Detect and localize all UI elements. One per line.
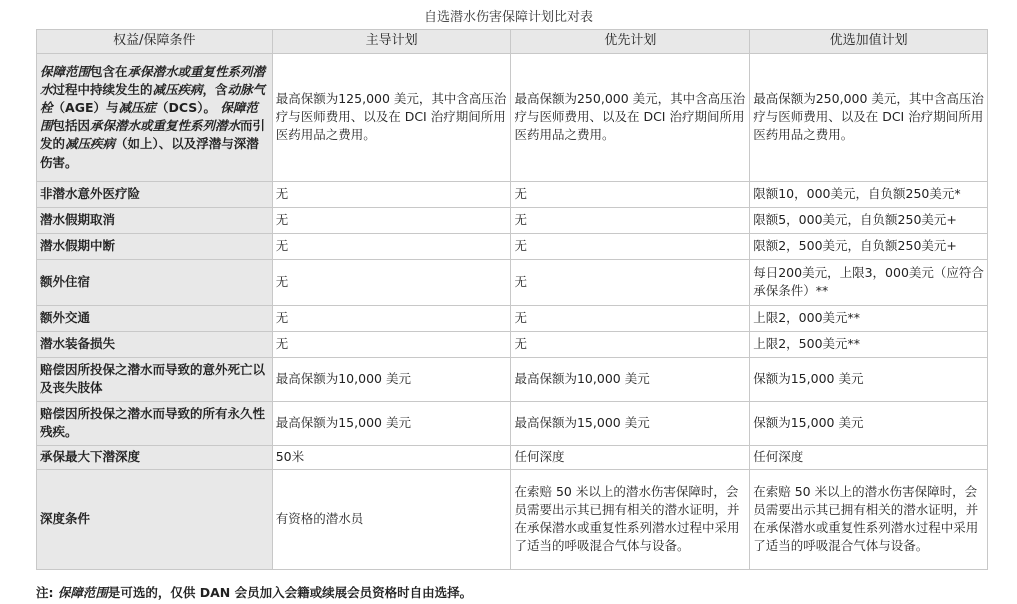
table-row [37,305,988,331]
coverage-label-part: 动脉气栓 [40,82,266,116]
row-label: 潜水装备损失 [37,331,273,357]
table-cell: 任何深度 [511,445,750,469]
table-row [37,259,988,305]
table-cell: 保额为15,000 美元 [750,401,988,445]
table-row-coverage [37,53,988,181]
header-row [37,30,988,54]
table-cell: 无 [272,207,511,233]
coverage-label-part: 包括因 [52,118,91,134]
table-row [37,331,988,357]
table-cell: 无 [511,181,750,207]
table-cell: 限额10，000美元，自负额250美元* [750,181,988,207]
coverage-label-cell [37,53,273,181]
header-cell-plan-premium: 优选加值计划 [750,30,988,54]
table-row [37,207,988,233]
table-cell: 任何深度 [750,445,988,469]
row-label: 潜水假期取消 [37,207,273,233]
table-cell: 在索赔 50 米以上的潜水伤害保障时，会员需要出示其已拥有相关的潜水证明，并在承保潜水或重复性系列潜水过程中采用了适当的呼吸混合气体与设备。 [511,469,750,569]
table-cell: 限额5，000美元，自负额250美元+ [750,207,988,233]
table-cell: 有资格的潜水员 [272,469,511,569]
table-cell: 在索赔 50 米以上的潜水伤害保障时，会员需要出示其已拥有相关的潜水证明，并在承保潜水或重复性系列潜水过程中采用了适当的呼吸混合气体与设备。 [750,469,988,569]
table-cell: 上限2，500美元** [750,331,988,357]
coverage-label-part: 承保潜水或重复性系列潜水 [40,63,266,98]
table-cell: 无 [272,331,511,357]
footnote-prefix: 注: [36,585,58,600]
coverage-label-part: 承保潜水或重复性系列潜水 [90,118,241,134]
header-cell-benefit: 权益/保障条件 [37,30,273,54]
table-cell: 无 [272,259,511,305]
table-cell: 上限2，000美元** [750,305,988,331]
table-row [37,233,988,259]
header-cell-plan-priority: 优先计划 [511,30,750,54]
table-cell: 无 [511,207,750,233]
coverage-label-part: 减压疾病 [65,136,116,152]
table-row [37,469,988,569]
table-cell: 保额为15,000 美元 [750,357,988,401]
coverage-label-part: 减压症 [118,100,157,116]
row-label: 赔偿因所投保之潜水而导致的意外死亡以及丧失肢体 [37,357,273,401]
table-cell: 最高保额为250,000 美元，其中含高压治疗与医师费用、以及在 DCI 治疗期间所用医药用品之费用。 [750,53,988,181]
table-cell: 限额2，500美元，自负额250美元+ [750,233,988,259]
table-cell: 最高保额为15,000 美元 [272,401,511,445]
table-cell: 最高保额为15,000 美元 [511,401,750,445]
table-cell: 最高保额为10,000 美元 [511,357,750,401]
footnote [36,583,472,601]
table-cell: 最高保额为250,000 美元，其中含高压治疗与医师费用、以及在 DCI 治疗期间所用医药用品之费用。 [511,53,750,181]
coverage-label-part: （AGE）与 [52,100,119,116]
header-cell-plan-main: 主导计划 [272,30,511,54]
table-row [37,181,988,207]
row-label: 赔偿因所投保之潜水而导致的所有永久性残疾。 [37,401,273,445]
table-cell: 无 [511,305,750,331]
table-row [37,357,988,401]
coverage-label-part: 保障范围 [40,63,91,79]
table-cell: 无 [511,331,750,357]
table-cell: 无 [511,233,750,259]
table-cell: 无 [272,233,511,259]
row-label: 非潜水意外医疗险 [37,181,273,207]
coverage-label-part: 过程中持续发生的 [52,82,153,98]
table-cell: 50米 [272,445,511,469]
footnote-text: 是可选的，仅供 DAN 会员加入会籍或续展会员资格时自由选择。 [107,585,473,600]
table-cell: 无 [272,305,511,331]
row-label: 额外交通 [37,305,273,331]
coverage-label-part: ，含 [202,82,228,98]
coverage-label-part: （如上）、以及浮潜与深潜伤害。 [40,136,259,170]
table-row [37,445,988,469]
table-caption: 自选潜水伤害保障计划比对表 [423,10,593,25]
row-label: 承保最大下潜深度 [37,445,273,469]
coverage-label-part: 减压疾病 [152,82,203,98]
row-label: 深度条件 [37,469,273,569]
table-cell: 无 [272,181,511,207]
table-cell: 无 [511,259,750,305]
table-cell: 每日200美元，上限3，000美元（应符合承保条件）** [750,259,988,305]
table-cell: 最高保额为125,000 美元，其中含高压治疗与医师费用、以及在 DCI 治疗期间所用医药用品之费用。 [272,53,511,181]
footnote-emphasis: 保障范围 [57,585,108,600]
row-label: 潜水假期中断 [37,233,273,259]
coverage-label-part: 包含在 [90,63,128,79]
table-row [37,401,988,445]
coverage-label-part: 而引发的 [40,118,266,152]
coverage-label-part: （DCS）。 [156,100,221,116]
comparison-table [36,29,988,570]
row-label: 额外住宿 [37,259,273,305]
table-cell: 最高保额为10,000 美元 [272,357,511,401]
coverage-label-part: 保障范围 [40,100,258,134]
